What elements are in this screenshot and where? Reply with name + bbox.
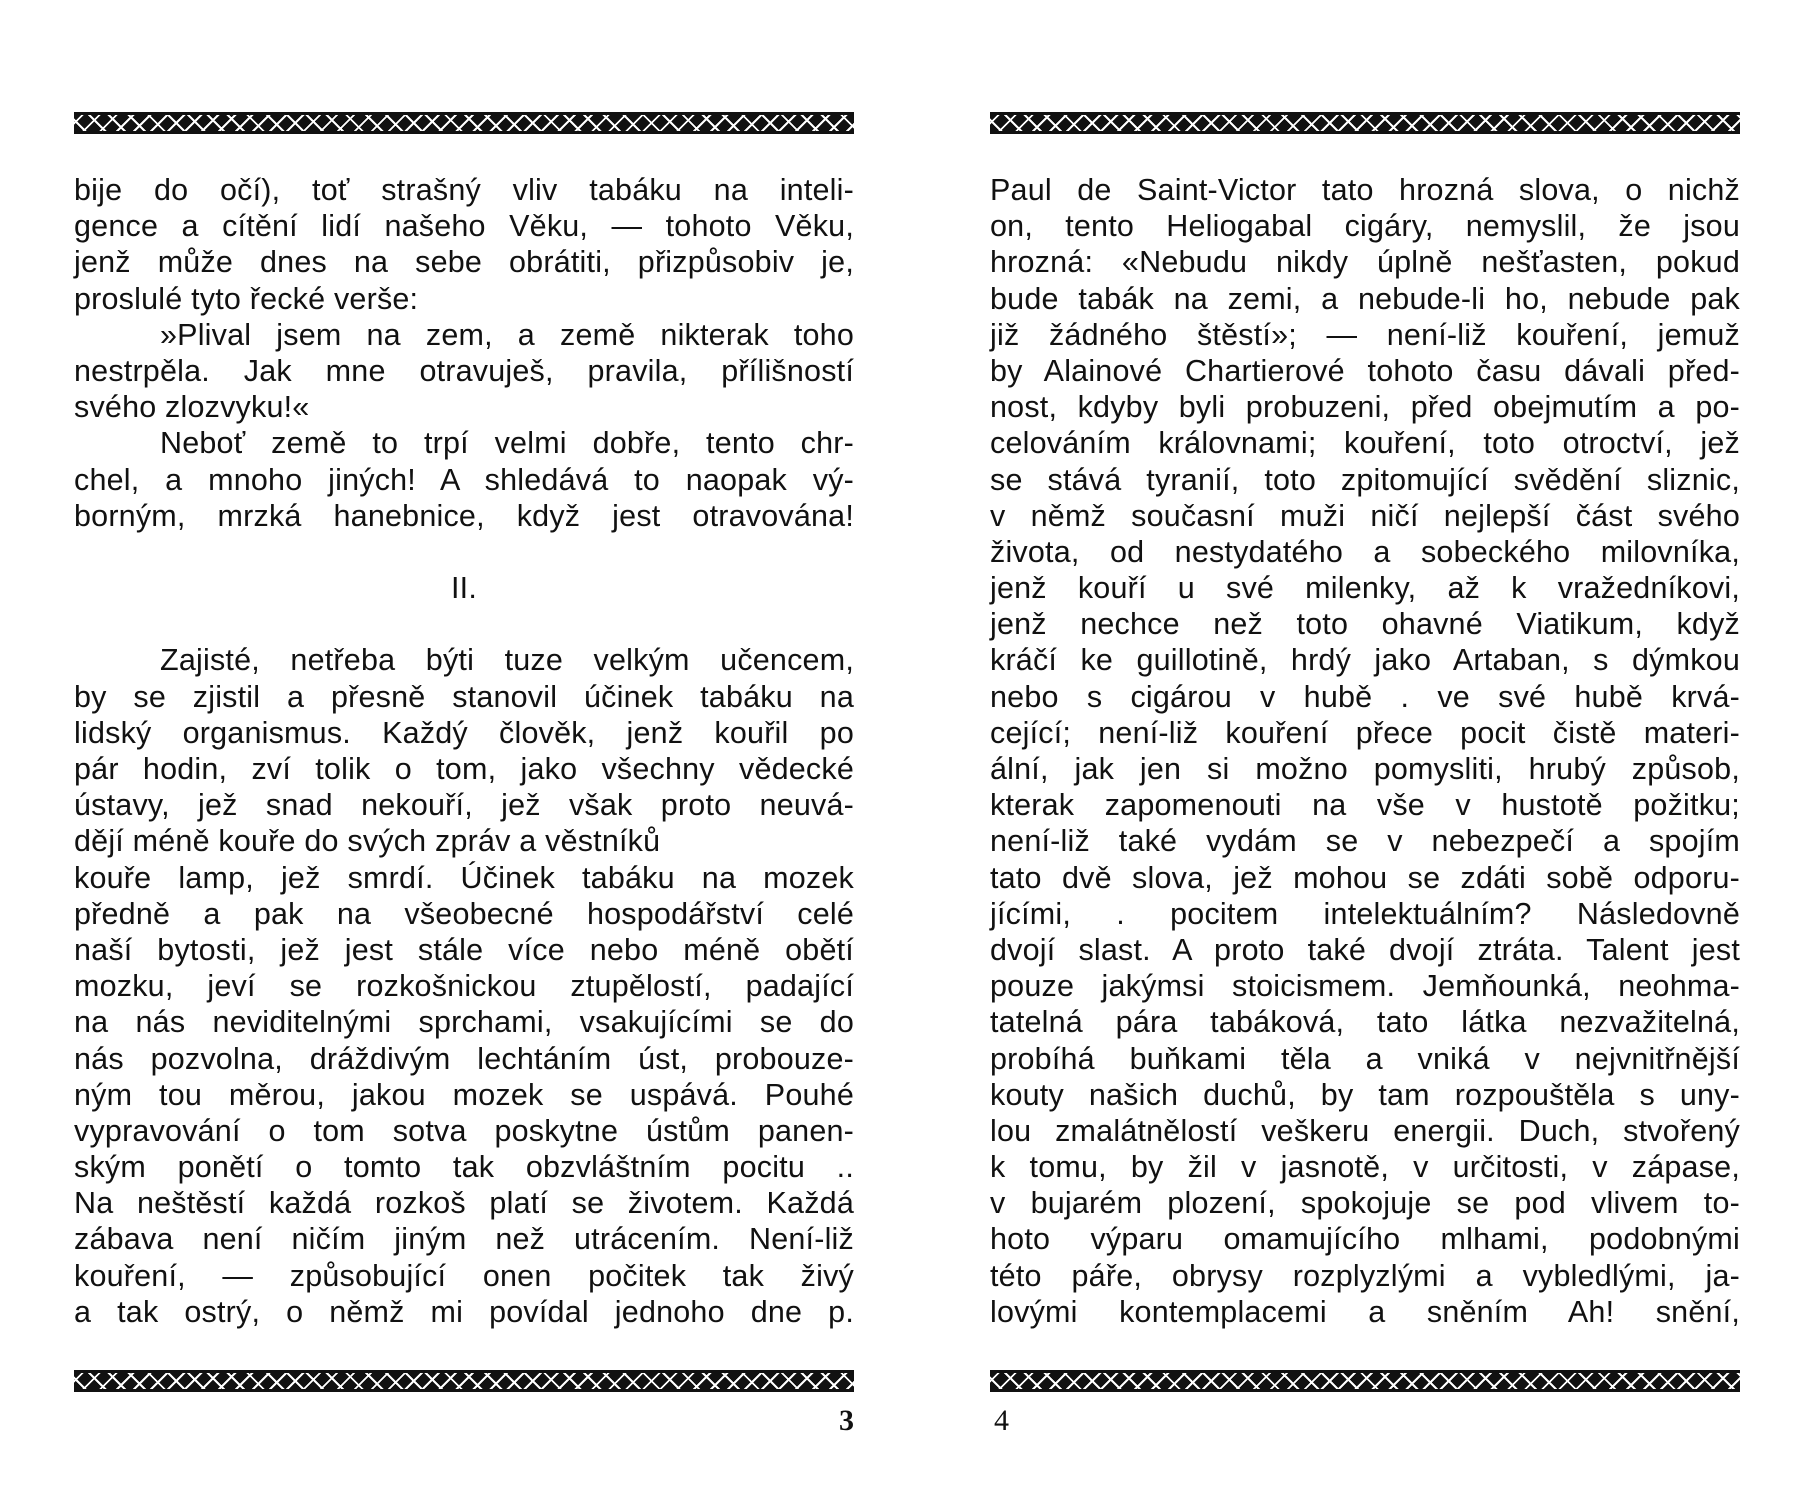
text-line: by se zjistil a přesně stanovil účinek tabáku na	[74, 679, 854, 714]
text-line: této páře, obrysy rozplyzlými a vybledlými, ja-	[990, 1258, 1740, 1293]
text-line: ským ponětí o tomto tak obzvláštním pocitu ..	[74, 1150, 854, 1185]
text-line: v němž současní muži ničí nejlepší část svého	[990, 498, 1740, 533]
text-line: lovými kontemplacemi a sněním Ah! snění,	[990, 1294, 1740, 1329]
text-line: života, od nestydatého a sobeckého milovníka,	[990, 534, 1740, 569]
text-line: nestrpěla. Jak mne otravuješ, pravila, přílišností	[74, 353, 854, 388]
text-line: by Alainové Chartierové tohoto času dávali před-	[990, 353, 1740, 388]
left-page-text	[74, 172, 854, 1330]
text-line: dějí méně kouře do svých zpráv a věstníků	[74, 824, 661, 859]
text-line: na nás neviditelnými sprchami, vsakujícími se do	[74, 1005, 854, 1040]
text-line: jenž může dnes na sebe obrátiti, přizpůsobiv je,	[74, 245, 854, 280]
text-line: pouze jakýmsi stoicismem. Jemňounká, neohma-	[990, 969, 1740, 1004]
text-line: lidský organismus. Každý člověk, jenž kouřil po	[74, 715, 854, 750]
right-page-text	[990, 172, 1740, 1330]
text-line: ným tou měrou, jakou mozek se uspává. Pouhé	[74, 1077, 854, 1112]
text-line: Na neštěstí každá rozkoš platí se životem. Každá	[74, 1186, 854, 1221]
text-line: zábava není ničím jiným než utrácením. Není-liž	[74, 1222, 854, 1257]
text-line: ústavy, jež snad nekouří, jež však proto neuvá-	[74, 788, 854, 823]
text-line: naší bytosti, jež jest stále více nebo méně obětí	[74, 932, 854, 967]
text-line: chel, a mnoho jiných! A shledává to naopak vý-	[74, 462, 854, 497]
blank-line	[74, 534, 854, 570]
text-line: bije do očí), toť strašný vliv tabáku na inteli-	[74, 173, 854, 207]
text-line: on, tento Heliogabal cigáry, nemyslil, že jsou	[990, 209, 1740, 244]
text-line: gence a cítění lidí našeho Věku, — tohoto Věku,	[74, 209, 854, 244]
page-number: 4	[994, 1404, 1009, 1437]
text-line: probíhá buňkami těla a vniká v nejvnitřnější	[990, 1041, 1740, 1076]
text-line: nost, kdyby byli probuzeni, před obejmutím a po-	[990, 390, 1740, 425]
text-line: jenž nechce než toto ohavné Viatikum, když	[990, 607, 1740, 642]
ornament-border-top	[990, 112, 1740, 134]
text-line: kouře lamp, jež smrdí. Účinek tabáku na mozek	[74, 860, 854, 895]
text-line: hrozná: «Nebudu nikdy úplně nešťasten, pokud	[990, 245, 1740, 280]
right-page	[990, 0, 1740, 1500]
text-line: jenž kouří u své milenky, až k vražedníkovi,	[990, 571, 1740, 606]
text-line: pár hodin, zví tolik o tom, jako všechny vědecké	[74, 752, 854, 786]
text-line: kráčí ke guillotině, hrdý jako Artaban, s dýmkou	[990, 643, 1740, 678]
text-line: vypravování o tom sotva poskytne ústům panen-	[74, 1113, 854, 1148]
text-line: celováním královnami; kouření, toto otroctví, jež	[990, 426, 1740, 461]
section-heading: II.	[450, 571, 478, 606]
left-page	[74, 0, 854, 1500]
ornament-border-top	[74, 112, 854, 134]
text-line: ální, jak jen si možno pomysliti, hrubý způsob,	[990, 752, 1740, 786]
text-line: kouty našich duchů, by tam rozpouštěla s uny-	[990, 1077, 1740, 1112]
text-line: a tak ostrý, o němž mi povídal jednoho dne p.	[74, 1294, 854, 1329]
text-line: jícími, . pocitem intelektuálním? Následovně	[990, 896, 1740, 931]
text-line: borným, mrzká hanebnice, když jest otravována!	[74, 498, 854, 533]
text-line: lou zmalátnělostí veškeru energii. Duch, stvořený	[990, 1113, 1740, 1148]
text-line: nás pozvolna, dráždivým lechtáním úst, probouze-	[74, 1041, 854, 1076]
text-line: již žádného štěstí»; — není-liž kouření, jemuž	[990, 317, 1740, 352]
text-line: Paul de Saint-Victor tato hrozná slova, o nichž	[990, 173, 1740, 207]
text-line: Neboť země to trpí velmi dobře, tento chr-	[160, 426, 854, 461]
text-line: tatelná pára tabáková, tato látka nezvažitelná,	[990, 1005, 1740, 1040]
text-line: mozku, jeví se rozkošnickou ztupělostí, padající	[74, 969, 854, 1004]
text-line: cející; není-liž kouření přece pocit čistě materi-	[990, 715, 1740, 750]
text-line: kterak zapomenouti na vše v hustotě požitku;	[990, 788, 1740, 823]
text-line: svého zlozvyku!«	[74, 390, 310, 425]
text-line: bude tabák na zemi, a nebude-li ho, nebude pak	[990, 281, 1740, 316]
text-line: není-liž také vydám se v nebezpečí a spojím	[990, 824, 1740, 859]
text-line: proslulé tyto řecké verše:	[74, 281, 419, 316]
ornament-border-bottom	[74, 1370, 854, 1392]
text-line: Zajisté, netřeba býti tuze velkým učencem,	[160, 643, 854, 678]
text-line: předně a pak na všeobecné hospodářství celé	[74, 896, 854, 931]
page-number: 3	[839, 1404, 854, 1437]
text-line: »Plival jsem na zem, a země nikterak toho	[160, 317, 854, 352]
blank-line	[74, 606, 854, 642]
text-line: se stává tyranií, toto zpitomující svědění sliznic,	[990, 462, 1740, 497]
text-line: k tomu, by žil v jasnotě, v určitosti, v zápase,	[990, 1150, 1740, 1185]
text-line: tato dvě slova, jež mohou se zdáti sobě odporu-	[990, 860, 1740, 895]
text-line: dvojí slast. A proto také dvojí ztráta. Talent jest	[990, 932, 1740, 967]
text-line: v bujarém plození, spokojuje se pod vlivem to-	[990, 1186, 1740, 1221]
text-line: nebo s cigárou v hubě . ve své hubě krvá-	[990, 679, 1740, 714]
text-line: hoto výparu omamujícího mlhami, podobnými	[990, 1222, 1740, 1257]
text-line: kouření, — způsobující onen počitek tak živý	[74, 1258, 854, 1293]
ornament-border-bottom	[990, 1370, 1740, 1392]
